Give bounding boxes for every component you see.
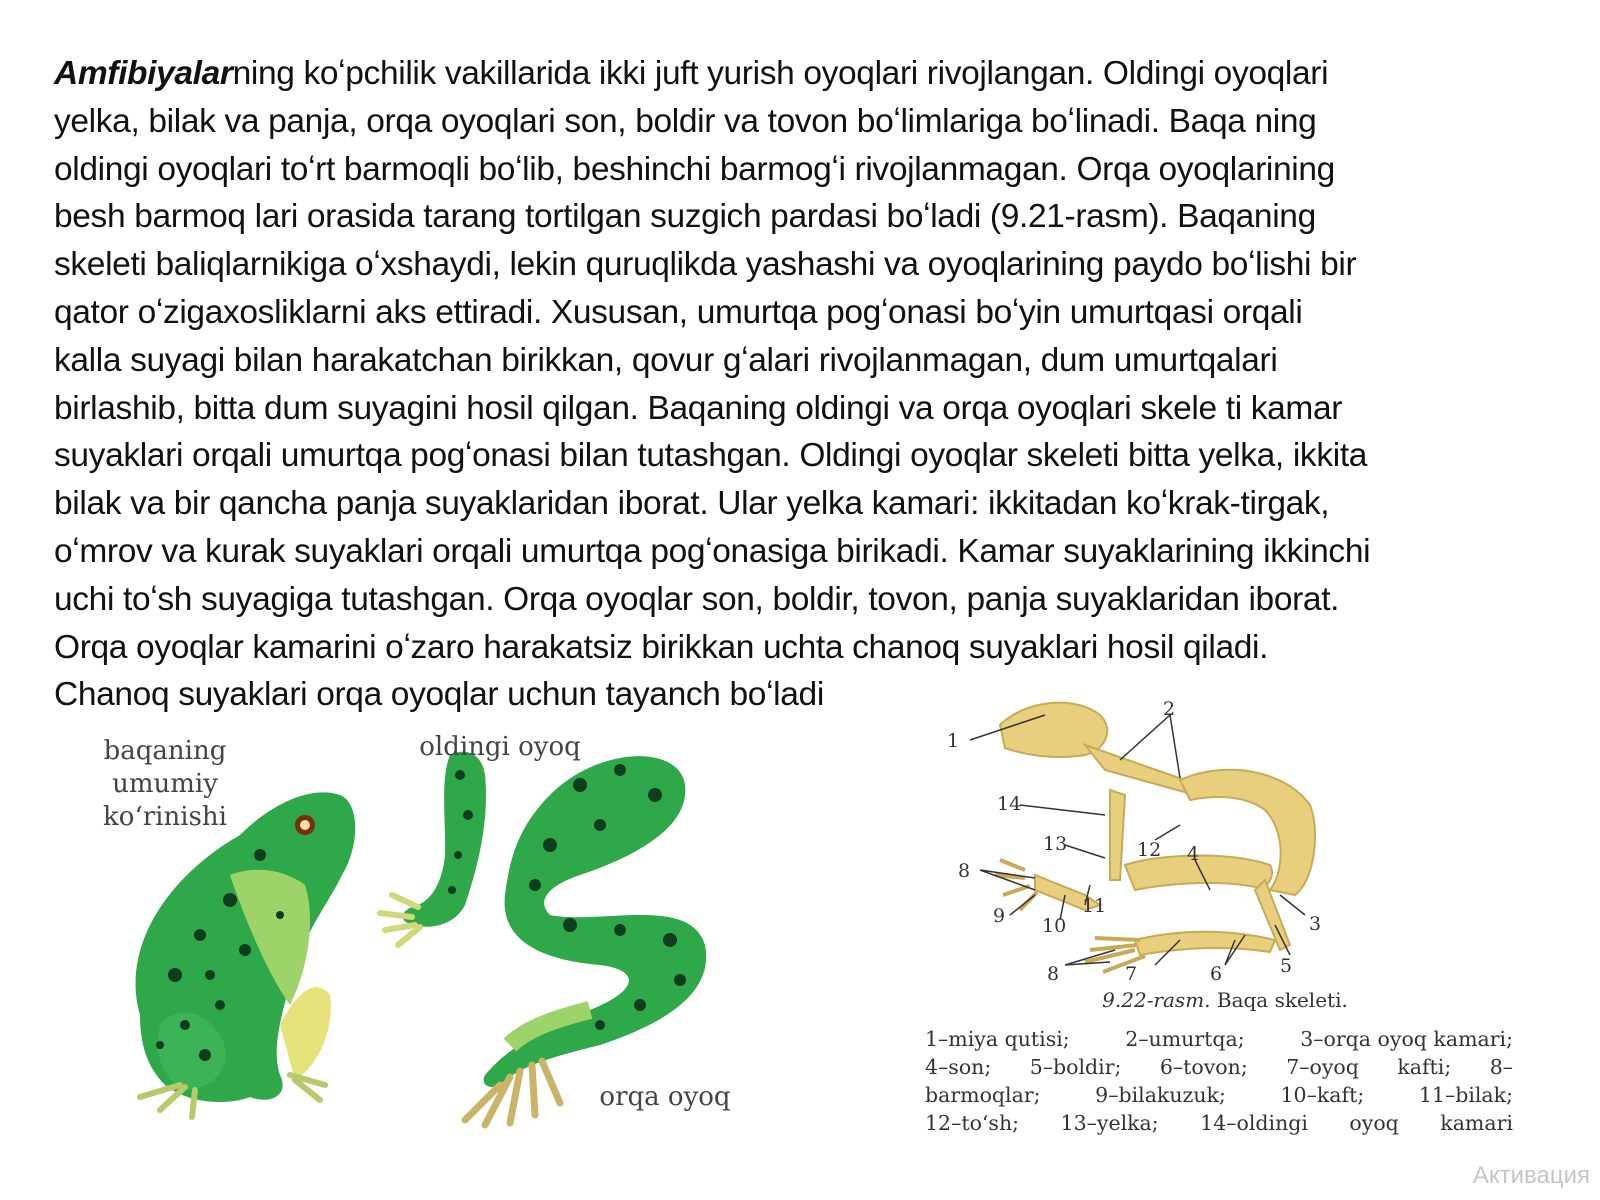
body-line: besh barmoq lari orasida tarang tortilgan suzgich pardasi boʻladi (9.21-rasm). Baqaning bbox=[54, 198, 1316, 236]
legend-line: barmoqlar; 9–bilakuzuk; 10–kaft; 11–bilak; bbox=[925, 1083, 1513, 1107]
body-text bbox=[54, 50, 1554, 719]
label-fore-leg: oldingi oyoq bbox=[419, 732, 581, 762]
skeleton-number: 3 bbox=[1309, 913, 1322, 935]
body-line: uchi toʻsh suyagiga tutashgan. Orqa oyoqlar son, boldir, tovon, panja suyaklaridan iborat. bbox=[54, 580, 1340, 618]
body-line: suyaklari orqali umurtqa pogʻonasi bilan tutashgan. Oldingi oyoqlar skeleti bitta yelka, ikkita bbox=[54, 437, 1368, 475]
body-line: Amfibiyalarning koʻpchilik vakillarida ikki juft yurish oyoqlari rivojlangan. Oldingi oyoqlari bbox=[54, 55, 1329, 92]
skeleton-number: 8 bbox=[958, 860, 971, 882]
body-line: bilak va bir qancha panja suyaklaridan iborat. Ular yelka kamari: ikkitadan koʻkrak-tirgak, bbox=[54, 485, 1330, 523]
figure-legend bbox=[925, 1025, 1513, 1137]
body-line: oʻmrov va kurak suyaklari orqali umurtqa pogʻonasiga birikadi. Kamar suyaklarining ikkinchi bbox=[54, 532, 1371, 570]
skeleton-number: 6 bbox=[1210, 963, 1223, 985]
frog-figure bbox=[80, 725, 760, 1165]
skeleton-number: 13 bbox=[1043, 833, 1068, 855]
body-line: yelka, bilak va panja, orqa oyoqlari son, boldir va tovon boʻlimlariga boʻlinadi. Baqa ning bbox=[54, 102, 1317, 140]
frog-body-illustration bbox=[136, 792, 356, 1117]
skeleton-number: 4 bbox=[1187, 843, 1200, 865]
skeleton-number: 14 bbox=[997, 793, 1022, 815]
hind-leg-illustration bbox=[465, 756, 706, 1125]
legend-line: 1–miya qutisi; 2–umurtqa; 3–orqa oyoq kamari; bbox=[925, 1027, 1513, 1051]
lead-term: Amfibiyalar bbox=[54, 55, 233, 92]
figure-caption: 9.22-rasm. Baqa skeleti. bbox=[1102, 988, 1348, 1012]
body-line: Chanoq suyaklari orqa oyoqlar uchun tayanch boʻladi bbox=[54, 676, 824, 714]
skeleton-number: 11 bbox=[1082, 895, 1107, 917]
activation-watermark: Активация bbox=[1472, 1162, 1590, 1189]
skeleton-number: 10 bbox=[1042, 915, 1067, 937]
fore-leg-illustration bbox=[380, 752, 486, 945]
body-line: birlashib, bitta dum suyagini hosil qilgan. Baqaning oldingi va orqa oyoqlari skele ti kamar bbox=[54, 389, 1343, 427]
skeleton-number: 9 bbox=[993, 905, 1006, 927]
label-general-view: baqaning umumiy koʻrinishi bbox=[103, 736, 227, 832]
skeleton-figure bbox=[925, 700, 1550, 1180]
body-line: oldingi oyoqlari toʻrt barmoqli boʻlib, beshinchi barmogʻi rivojlanmagan. Orqa oyoqlarining bbox=[54, 150, 1335, 188]
legend-line: 4–son; 5–boldir; 6–tovon; 7–oyoq kafti; 8– bbox=[925, 1055, 1513, 1079]
label-hind-leg: orqa oyoq bbox=[599, 1082, 731, 1112]
skeleton-number: 8 bbox=[1047, 963, 1060, 985]
legend-line: 12–toʻsh; 13–yelka; 14–oldingi oyoq kamari bbox=[925, 1111, 1513, 1135]
body-line: skeleti baliqlarnikiga oʻxshaydi, lekin quruqlikda yashashi va oyoqlarining paydo boʻlishi bir bbox=[54, 246, 1357, 284]
skeleton-number: 1 bbox=[947, 730, 960, 752]
skeleton-number: 5 bbox=[1280, 955, 1293, 977]
body-line: kalla suyagi bilan harakatchan birikkan, qovur gʻalari rivojlanmagan, dum umurtqalari bbox=[54, 341, 1278, 379]
body-line: Orqa oyoqlar kamarini oʻzaro harakatsiz birikkan uchta chanoq suyaklari hosil qiladi. bbox=[54, 628, 1269, 666]
skeleton-number: 7 bbox=[1125, 963, 1138, 985]
skeleton-number: 12 bbox=[1137, 839, 1162, 861]
skeleton-number: 2 bbox=[1163, 700, 1176, 720]
body-line: qator oʻzigaxosliklarni aks ettiradi. Xususan, umurtqa pogʻonasi boʻyin umurtqasi orqali bbox=[54, 293, 1303, 331]
skeleton-illustration bbox=[925, 700, 1550, 990]
